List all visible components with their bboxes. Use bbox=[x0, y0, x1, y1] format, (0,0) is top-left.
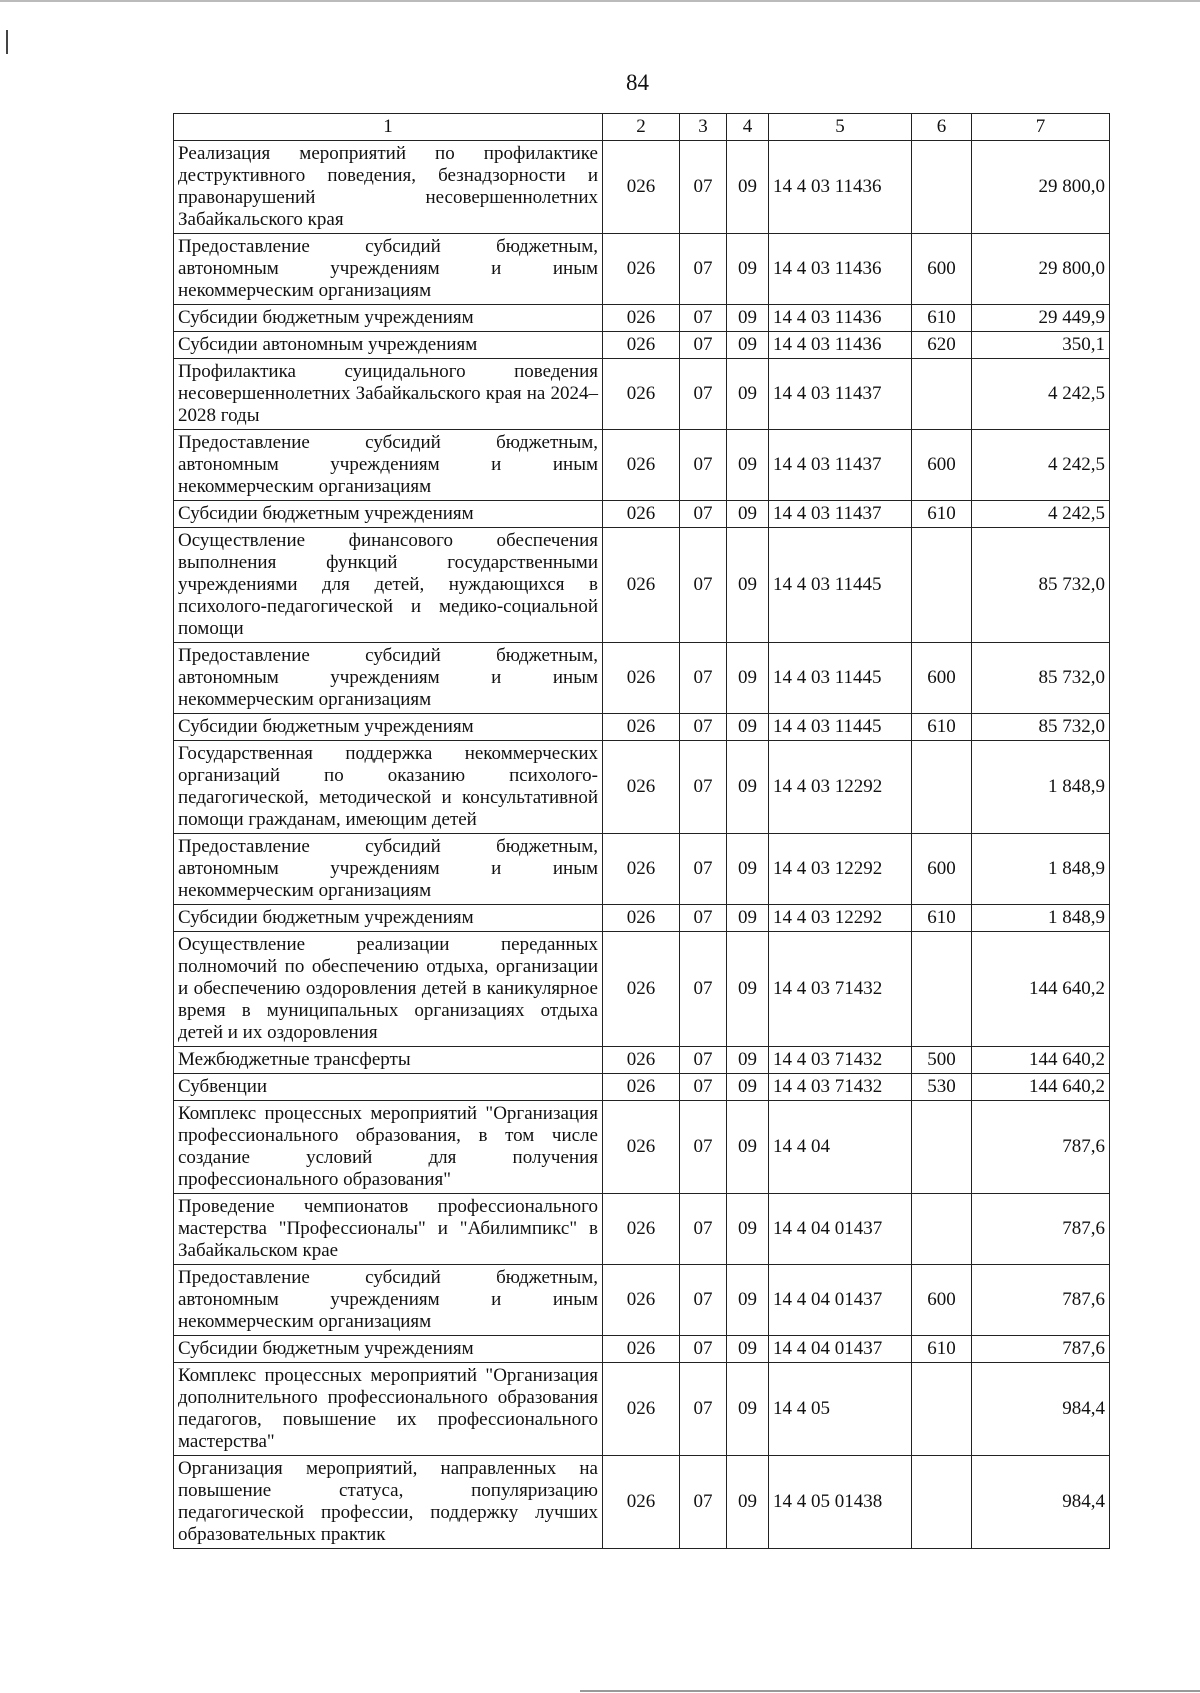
amount-cell: 4 242,5 bbox=[972, 501, 1110, 528]
section-code-cell: 07 bbox=[680, 1101, 727, 1194]
section-code-cell: 07 bbox=[680, 1336, 727, 1363]
table-row bbox=[174, 643, 1110, 714]
scan-bottom-border bbox=[580, 1690, 1200, 1692]
target-article-cell: 14 4 03 11436 bbox=[769, 141, 912, 234]
expense-type-cell: 620 bbox=[912, 332, 972, 359]
item-name-cell: Субсидии бюджетным учреждениям bbox=[174, 305, 603, 332]
expense-type-cell bbox=[912, 1194, 972, 1265]
amount-cell: 144 640,2 bbox=[972, 1074, 1110, 1101]
subsection-code-cell: 09 bbox=[727, 501, 769, 528]
amount-cell: 144 640,2 bbox=[972, 1047, 1110, 1074]
item-name-cell: Предоставление субсидий бюджетным, автономным учреждениям и иным некоммерческим организациям bbox=[174, 430, 603, 501]
item-name-cell: Субсидии бюджетным учреждениям bbox=[174, 714, 603, 741]
ministry-code-cell: 026 bbox=[603, 714, 680, 741]
amount-cell: 29 449,9 bbox=[972, 305, 1110, 332]
item-name-cell: Организация мероприятий, направленных на повышение статуса, популяризацию педагогической профессии, поддержку лучших образовательных практик bbox=[174, 1456, 603, 1549]
ministry-code-cell: 026 bbox=[603, 1456, 680, 1549]
item-name-cell: Проведение чемпионатов профессионального мастерства "Профессионалы" и "Абилимпикс" в Забайкальском крае bbox=[174, 1194, 603, 1265]
subsection-code-cell: 09 bbox=[727, 1101, 769, 1194]
amount-cell: 4 242,5 bbox=[972, 359, 1110, 430]
subsection-code-cell: 09 bbox=[727, 141, 769, 234]
section-code-cell: 07 bbox=[680, 1194, 727, 1265]
section-code-cell: 07 bbox=[680, 1363, 727, 1456]
subsection-code-cell: 09 bbox=[727, 234, 769, 305]
target-article-cell: 14 4 03 11436 bbox=[769, 234, 912, 305]
expense-type-cell bbox=[912, 1363, 972, 1456]
item-name-cell: Государственная поддержка некоммерческих организаций по оказанию психолого-педагогической, методической и консультативной помощи гражданам, имеющим детей bbox=[174, 741, 603, 834]
target-article-cell: 14 4 03 12292 bbox=[769, 741, 912, 834]
table-row bbox=[174, 741, 1110, 834]
amount-cell: 787,6 bbox=[972, 1336, 1110, 1363]
table-row bbox=[174, 141, 1110, 234]
section-code-cell: 07 bbox=[680, 305, 727, 332]
subsection-code-cell: 09 bbox=[727, 1265, 769, 1336]
subsection-code-cell: 09 bbox=[727, 905, 769, 932]
subsection-code-cell: 09 bbox=[727, 1336, 769, 1363]
budget-table bbox=[173, 113, 1110, 1549]
expense-type-cell: 600 bbox=[912, 1265, 972, 1336]
section-code-cell: 07 bbox=[680, 932, 727, 1047]
subsection-code-cell: 09 bbox=[727, 1194, 769, 1265]
target-article-cell: 14 4 03 11437 bbox=[769, 359, 912, 430]
target-article-cell: 14 4 05 01438 bbox=[769, 1456, 912, 1549]
section-code-cell: 07 bbox=[680, 834, 727, 905]
expense-type-cell: 600 bbox=[912, 234, 972, 305]
table-row bbox=[174, 1047, 1110, 1074]
ministry-code-cell: 026 bbox=[603, 741, 680, 834]
subsection-code-cell: 09 bbox=[727, 932, 769, 1047]
expense-type-cell: 610 bbox=[912, 1336, 972, 1363]
table-body bbox=[174, 141, 1110, 1549]
column-header: 7 bbox=[972, 114, 1110, 141]
subsection-code-cell: 09 bbox=[727, 643, 769, 714]
table-row bbox=[174, 430, 1110, 501]
amount-cell: 984,4 bbox=[972, 1456, 1110, 1549]
column-header: 3 bbox=[680, 114, 727, 141]
table-row bbox=[174, 834, 1110, 905]
expense-type-cell bbox=[912, 141, 972, 234]
section-code-cell: 07 bbox=[680, 359, 727, 430]
target-article-cell: 14 4 04 01437 bbox=[769, 1265, 912, 1336]
item-name-cell: Субсидии бюджетным учреждениям bbox=[174, 905, 603, 932]
item-name-cell: Комплекс процессных мероприятий "Организация профессионального образования, в том числе создание условий для получения профессионального образования" bbox=[174, 1101, 603, 1194]
target-article-cell: 14 4 03 11437 bbox=[769, 430, 912, 501]
target-article-cell: 14 4 03 12292 bbox=[769, 834, 912, 905]
item-name-cell: Предоставление субсидий бюджетным, автономным учреждениям и иным некоммерческим организациям bbox=[174, 234, 603, 305]
ministry-code-cell: 026 bbox=[603, 1101, 680, 1194]
subsection-code-cell: 09 bbox=[727, 741, 769, 834]
amount-cell: 1 848,9 bbox=[972, 741, 1110, 834]
target-article-cell: 14 4 03 71432 bbox=[769, 1047, 912, 1074]
ministry-code-cell: 026 bbox=[603, 528, 680, 643]
table-row bbox=[174, 234, 1110, 305]
ministry-code-cell: 026 bbox=[603, 643, 680, 714]
amount-cell: 787,6 bbox=[972, 1265, 1110, 1336]
section-code-cell: 07 bbox=[680, 905, 727, 932]
ministry-code-cell: 026 bbox=[603, 1265, 680, 1336]
table-row bbox=[174, 332, 1110, 359]
target-article-cell: 14 4 04 bbox=[769, 1101, 912, 1194]
column-header: 6 bbox=[912, 114, 972, 141]
subsection-code-cell: 09 bbox=[727, 834, 769, 905]
item-name-cell: Субсидии бюджетным учреждениям bbox=[174, 1336, 603, 1363]
ministry-code-cell: 026 bbox=[603, 501, 680, 528]
amount-cell: 144 640,2 bbox=[972, 932, 1110, 1047]
page-number: 84 bbox=[626, 70, 649, 95]
table-row bbox=[174, 1194, 1110, 1265]
table-row bbox=[174, 1265, 1110, 1336]
table-row bbox=[174, 1074, 1110, 1101]
expense-type-cell bbox=[912, 741, 972, 834]
section-code-cell: 07 bbox=[680, 234, 727, 305]
section-code-cell: 07 bbox=[680, 332, 727, 359]
table-row bbox=[174, 305, 1110, 332]
amount-cell: 984,4 bbox=[972, 1363, 1110, 1456]
amount-cell: 85 732,0 bbox=[972, 643, 1110, 714]
expense-type-cell bbox=[912, 528, 972, 643]
expense-type-cell: 610 bbox=[912, 501, 972, 528]
ministry-code-cell: 026 bbox=[603, 234, 680, 305]
expense-type-cell: 530 bbox=[912, 1074, 972, 1101]
section-code-cell: 07 bbox=[680, 141, 727, 234]
section-code-cell: 07 bbox=[680, 528, 727, 643]
target-article-cell: 14 4 03 11445 bbox=[769, 714, 912, 741]
target-article-cell: 14 4 03 11437 bbox=[769, 501, 912, 528]
section-code-cell: 07 bbox=[680, 741, 727, 834]
item-name-cell: Осуществление реализации переданных полномочий по обеспечению отдыха, организации и обеспечению оздоровления детей в каникулярное время в муниципальных организациях отдыха детей и их оздоровления bbox=[174, 932, 603, 1047]
ministry-code-cell: 026 bbox=[603, 430, 680, 501]
ministry-code-cell: 026 bbox=[603, 1194, 680, 1265]
subsection-code-cell: 09 bbox=[727, 1074, 769, 1101]
expense-type-cell: 610 bbox=[912, 714, 972, 741]
expense-type-cell bbox=[912, 1456, 972, 1549]
target-article-cell: 14 4 03 12292 bbox=[769, 905, 912, 932]
item-name-cell: Комплекс процессных мероприятий "Организация дополнительного профессионального образования педагогов, повышение их профессионального мастерства" bbox=[174, 1363, 603, 1456]
expense-type-cell bbox=[912, 1101, 972, 1194]
ministry-code-cell: 026 bbox=[603, 141, 680, 234]
expense-type-cell: 600 bbox=[912, 430, 972, 501]
table-row bbox=[174, 359, 1110, 430]
item-name-cell: Предоставление субсидий бюджетным, автономным учреждениям и иным некоммерческим организациям bbox=[174, 1265, 603, 1336]
target-article-cell: 14 4 03 11445 bbox=[769, 528, 912, 643]
target-article-cell: 14 4 03 11436 bbox=[769, 305, 912, 332]
subsection-code-cell: 09 bbox=[727, 305, 769, 332]
ministry-code-cell: 026 bbox=[603, 332, 680, 359]
target-article-cell: 14 4 03 11445 bbox=[769, 643, 912, 714]
ministry-code-cell: 026 bbox=[603, 305, 680, 332]
target-article-cell: 14 4 05 bbox=[769, 1363, 912, 1456]
ministry-code-cell: 026 bbox=[603, 359, 680, 430]
expense-type-cell: 610 bbox=[912, 905, 972, 932]
section-code-cell: 07 bbox=[680, 1456, 727, 1549]
ministry-code-cell: 026 bbox=[603, 1363, 680, 1456]
item-name-cell: Осуществление финансового обеспечения выполнения функций государственными учреждениями для детей, нуждающихся в психолого-педагогической и медико-социальной помощи bbox=[174, 528, 603, 643]
expense-type-cell: 600 bbox=[912, 643, 972, 714]
item-name-cell: Субсидии бюджетным учреждениям bbox=[174, 501, 603, 528]
table-header-row bbox=[174, 114, 1110, 141]
amount-cell: 29 800,0 bbox=[972, 234, 1110, 305]
expense-type-cell bbox=[912, 359, 972, 430]
section-code-cell: 07 bbox=[680, 643, 727, 714]
ministry-code-cell: 026 bbox=[603, 834, 680, 905]
target-article-cell: 14 4 04 01437 bbox=[769, 1194, 912, 1265]
subsection-code-cell: 09 bbox=[727, 1047, 769, 1074]
table-row bbox=[174, 1101, 1110, 1194]
expense-type-cell: 610 bbox=[912, 305, 972, 332]
item-name-cell: Профилактика суицидального поведения несовершеннолетних Забайкальского края на 2024–2028 годы bbox=[174, 359, 603, 430]
scan-margin-mark bbox=[6, 30, 8, 54]
expense-type-cell bbox=[912, 932, 972, 1047]
item-name-cell: Субсидии автономным учреждениям bbox=[174, 332, 603, 359]
amount-cell: 350,1 bbox=[972, 332, 1110, 359]
amount-cell: 29 800,0 bbox=[972, 141, 1110, 234]
amount-cell: 85 732,0 bbox=[972, 528, 1110, 643]
amount-cell: 787,6 bbox=[972, 1194, 1110, 1265]
column-header: 4 bbox=[727, 114, 769, 141]
ministry-code-cell: 026 bbox=[603, 1047, 680, 1074]
subsection-code-cell: 09 bbox=[727, 1456, 769, 1549]
table-row bbox=[174, 1336, 1110, 1363]
target-article-cell: 14 4 03 71432 bbox=[769, 1074, 912, 1101]
item-name-cell: Субвенции bbox=[174, 1074, 603, 1101]
table-row bbox=[174, 528, 1110, 643]
amount-cell: 1 848,9 bbox=[972, 905, 1110, 932]
table-row bbox=[174, 1363, 1110, 1456]
section-code-cell: 07 bbox=[680, 1074, 727, 1101]
table-row bbox=[174, 1456, 1110, 1549]
target-article-cell: 14 4 03 71432 bbox=[769, 932, 912, 1047]
scan-top-border bbox=[0, 0, 1200, 2]
subsection-code-cell: 09 bbox=[727, 332, 769, 359]
subsection-code-cell: 09 bbox=[727, 714, 769, 741]
section-code-cell: 07 bbox=[680, 714, 727, 741]
amount-cell: 4 242,5 bbox=[972, 430, 1110, 501]
column-header: 5 bbox=[769, 114, 912, 141]
item-name-cell: Предоставление субсидий бюджетным, автономным учреждениям и иным некоммерческим организациям bbox=[174, 834, 603, 905]
ministry-code-cell: 026 bbox=[603, 1336, 680, 1363]
subsection-code-cell: 09 bbox=[727, 1363, 769, 1456]
item-name-cell: Предоставление субсидий бюджетным, автономным учреждениям и иным некоммерческим организациям bbox=[174, 643, 603, 714]
subsection-code-cell: 09 bbox=[727, 359, 769, 430]
section-code-cell: 07 bbox=[680, 430, 727, 501]
table-row bbox=[174, 905, 1110, 932]
section-code-cell: 07 bbox=[680, 1047, 727, 1074]
subsection-code-cell: 09 bbox=[727, 528, 769, 643]
table-row bbox=[174, 714, 1110, 741]
item-name-cell: Реализация мероприятий по профилактике деструктивного поведения, безнадзорности и правонарушений несовершеннолетних Забайкальского края bbox=[174, 141, 603, 234]
section-code-cell: 07 bbox=[680, 1265, 727, 1336]
table-row bbox=[174, 932, 1110, 1047]
target-article-cell: 14 4 03 11436 bbox=[769, 332, 912, 359]
amount-cell: 85 732,0 bbox=[972, 714, 1110, 741]
section-code-cell: 07 bbox=[680, 501, 727, 528]
ministry-code-cell: 026 bbox=[603, 905, 680, 932]
ministry-code-cell: 026 bbox=[603, 932, 680, 1047]
amount-cell: 787,6 bbox=[972, 1101, 1110, 1194]
item-name-cell: Межбюджетные трансферты bbox=[174, 1047, 603, 1074]
target-article-cell: 14 4 04 01437 bbox=[769, 1336, 912, 1363]
amount-cell: 1 848,9 bbox=[972, 834, 1110, 905]
expense-type-cell: 600 bbox=[912, 834, 972, 905]
subsection-code-cell: 09 bbox=[727, 430, 769, 501]
column-header: 2 bbox=[603, 114, 680, 141]
column-header: 1 bbox=[174, 114, 603, 141]
table-row bbox=[174, 501, 1110, 528]
expense-type-cell: 500 bbox=[912, 1047, 972, 1074]
ministry-code-cell: 026 bbox=[603, 1074, 680, 1101]
